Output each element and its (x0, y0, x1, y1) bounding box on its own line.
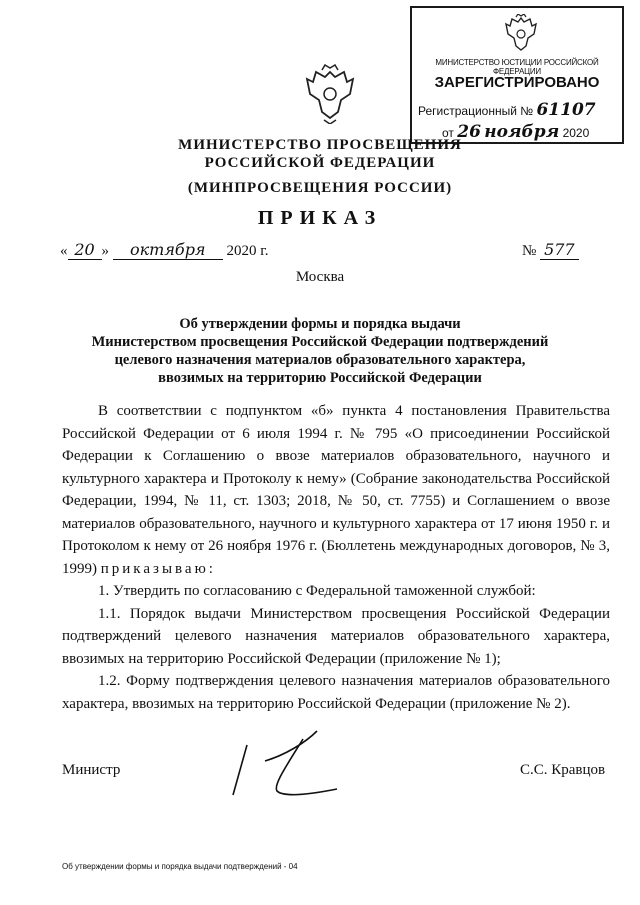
date-month: октября (113, 240, 223, 260)
stamp-date-day: 26 (457, 122, 481, 142)
date-year: 2020 г. (226, 243, 269, 259)
order-number (522, 240, 579, 260)
stamp-date-month: ноября (484, 122, 560, 142)
order-date (60, 240, 268, 260)
date-day: 20 (68, 240, 102, 260)
signatory-title: Министр (62, 762, 121, 778)
russian-eagle-emblem-icon (304, 64, 356, 124)
stamp-ministry-name: МИНИСТЕРСТВО ЮСТИЦИИ РОССИЙСКОЙ ФЕДЕРАЦИИ (435, 58, 599, 76)
subject-line1: Об утверждении формы и порядка выдачи (179, 316, 461, 332)
russian-eagle-emblem-icon (504, 14, 538, 54)
stamp-registration-number (418, 100, 596, 120)
signatory-name: С.С. Кравцов (520, 762, 606, 778)
subject-line4: ввозимых на территорию Российской Федерации (158, 370, 482, 386)
footer-note: Об утверждении формы и порядка выдачи подтверждений - 04 (62, 862, 298, 871)
registration-stamp (410, 6, 624, 144)
order-body (62, 400, 610, 715)
order-number-label: № (522, 243, 537, 259)
order-verb: приказываю: (100, 560, 216, 577)
date-close-quote: » (101, 243, 109, 259)
order-title: ПРИКАЗ (257, 207, 383, 229)
item-1: 1. Утвердить по согласованию с Федеральной таможенной службой: (98, 583, 536, 599)
date-open-quote: « (60, 243, 68, 259)
preamble-text: В соответствии с подпунктом «б» пункта 4 постановления Правительства Российской Федерации от 6 июля 1994 г. № 795 «О присоединении Российской Федерации к Соглашению о ввозе материалов образовательного, научного и культурного характера и Протоколу к нему» (Собрание законодательства Российской Федерации, 1994, № 11, ст. 1303; 2018, № 50, ст. 7755) и Соглашением о ввозе материалов образовательного, научного и культурного характера от 17 июня 1950 г. и Протоколом к нему от 26 ноября 1976 г. (Бюллетень международных договоров, № 3, 1999) (62, 403, 610, 577)
item-1-2: 1.2. Форму подтверждения целевого назначения материалов образовательного характера, ввозимых на территорию Российской Федерации (приложение № 2). (62, 673, 610, 712)
ministry-name-line2: РОССИЙСКОЙ ФЕДЕРАЦИИ (204, 155, 436, 171)
stamp-date-prefix: от (442, 126, 454, 140)
stamp-date-year: 2020 (562, 126, 590, 140)
city: Москва (295, 269, 345, 285)
stamp-status: ЗАРЕГИСТРИРОВАНО (434, 74, 600, 91)
handwritten-signature (225, 725, 345, 805)
order-number-value: 577 (540, 240, 579, 260)
subject-line3: целевого назначения материалов образовательного характера, (114, 352, 526, 368)
order-subject (0, 315, 640, 387)
preamble-paragraph (62, 400, 610, 580)
ministry-name-line1: МИНИСТЕРСТВО ПРОСВЕЩЕНИЯ (178, 137, 462, 153)
ministry-short-name: (МИНПРОСВЕЩЕНИЯ РОССИИ) (187, 180, 453, 196)
stamp-reg-label: Регистрационный № (418, 104, 534, 118)
subject-line2: Министерством просвещения Российской Федерации подтверждений (91, 334, 549, 350)
item-1-1: 1.1. Порядок выдачи Министерством просвещения Российской Федерации подтверждений целевого назначения материалов образовательного характера, ввозимых на территорию Российской Федерации (приложение № 1); (62, 605, 610, 667)
stamp-reg-value: 61107 (536, 100, 596, 120)
